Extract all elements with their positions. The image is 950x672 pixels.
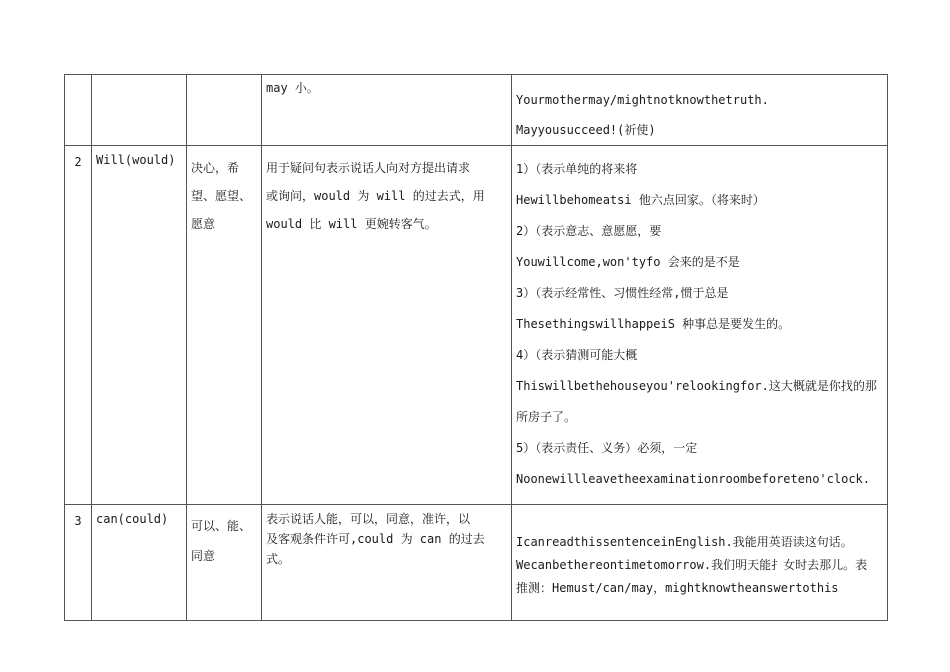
- example-line: Wecanbethereontimetomorrow.我们明天能扌女时去那儿。表: [516, 558, 868, 572]
- meaning-cell: [187, 75, 262, 146]
- example-line: 1）（表示单纯的将来将: [516, 162, 638, 176]
- table-row: [65, 75, 888, 146]
- row-number: 3: [74, 514, 82, 528]
- meaning-line: 可以、能、: [191, 519, 252, 533]
- example-line: Thiswillbethehouseyou'relookingfor.这大概就是你找的那: [516, 379, 877, 393]
- usage-line: 及客观条件许可,could 为 can 的过去: [266, 532, 485, 546]
- example-line: Yourmothermay/mightnotknowthetruth.: [516, 93, 769, 107]
- usage-line: would 比 will 更婉转客气。: [266, 217, 437, 231]
- usage-line: may 小。: [266, 81, 319, 95]
- usage-line: 式。: [266, 552, 291, 566]
- modal-verbs-table: [64, 74, 888, 621]
- example-line: Youwillcome,won'tyfo 会来的是不是: [516, 255, 740, 269]
- usage-line: 用于疑问句表示说话人向对方提出请求: [266, 161, 471, 175]
- example-line: 2）（表示意志、意愿愿，要: [516, 224, 662, 238]
- verb-name: can(could): [96, 512, 169, 526]
- usage-cell: [262, 75, 512, 146]
- verb-cell: [92, 146, 187, 505]
- usage-cell: [262, 505, 512, 621]
- meaning-cell: [187, 146, 262, 505]
- example-line: Hewillbehomeatsi 他六点回家。（将来时）: [516, 193, 765, 207]
- example-line: Noonewillleavetheexaminationroombeforeteno'clock.: [516, 472, 871, 486]
- example-line: 所房子了。: [516, 410, 577, 424]
- example-line: ThesethingswillhappeiS 种事总是要发生的。: [516, 317, 791, 331]
- meaning-line: 望、愿望、: [191, 189, 252, 203]
- example-line: 3）（表示经常性、习惯性经常,惯于总是: [516, 286, 729, 300]
- meaning-line: 愿意: [191, 217, 216, 231]
- usage-line: 表示说话人能，可以，同意，准许，以: [266, 512, 471, 526]
- verb-cell: [92, 505, 187, 621]
- table-row: [65, 146, 888, 505]
- example-line: 4）（表示猜测可能大概: [516, 348, 638, 362]
- table-row: [65, 505, 888, 621]
- meaning-cell: [187, 505, 262, 621]
- verb-cell: [92, 75, 187, 146]
- example-line: IcanreadthissentenceinEnglish.我能用英语读这句话。: [516, 535, 853, 549]
- row-number-cell: [65, 146, 92, 505]
- verb-name: Will(would): [96, 153, 176, 167]
- row-number-cell: [65, 75, 92, 146]
- usage-cell: [262, 146, 512, 505]
- example-line: Mayyousucceed!(祈使): [516, 123, 656, 137]
- row-number-cell: [65, 505, 92, 621]
- example-line: 5）（表示责任、义务）必须，一定: [516, 441, 698, 455]
- usage-line: 或询问，would 为 will 的过去式，用: [266, 189, 485, 203]
- examples-cell: [512, 505, 888, 621]
- row-number: 2: [74, 155, 82, 169]
- meaning-line: 决心，希: [191, 161, 240, 175]
- examples-cell: [512, 75, 888, 146]
- meaning-line: 同意: [191, 549, 216, 563]
- example-line: 推测：Hemust/can/may，mightknowtheanswertothis: [516, 581, 839, 595]
- examples-cell: [512, 146, 888, 505]
